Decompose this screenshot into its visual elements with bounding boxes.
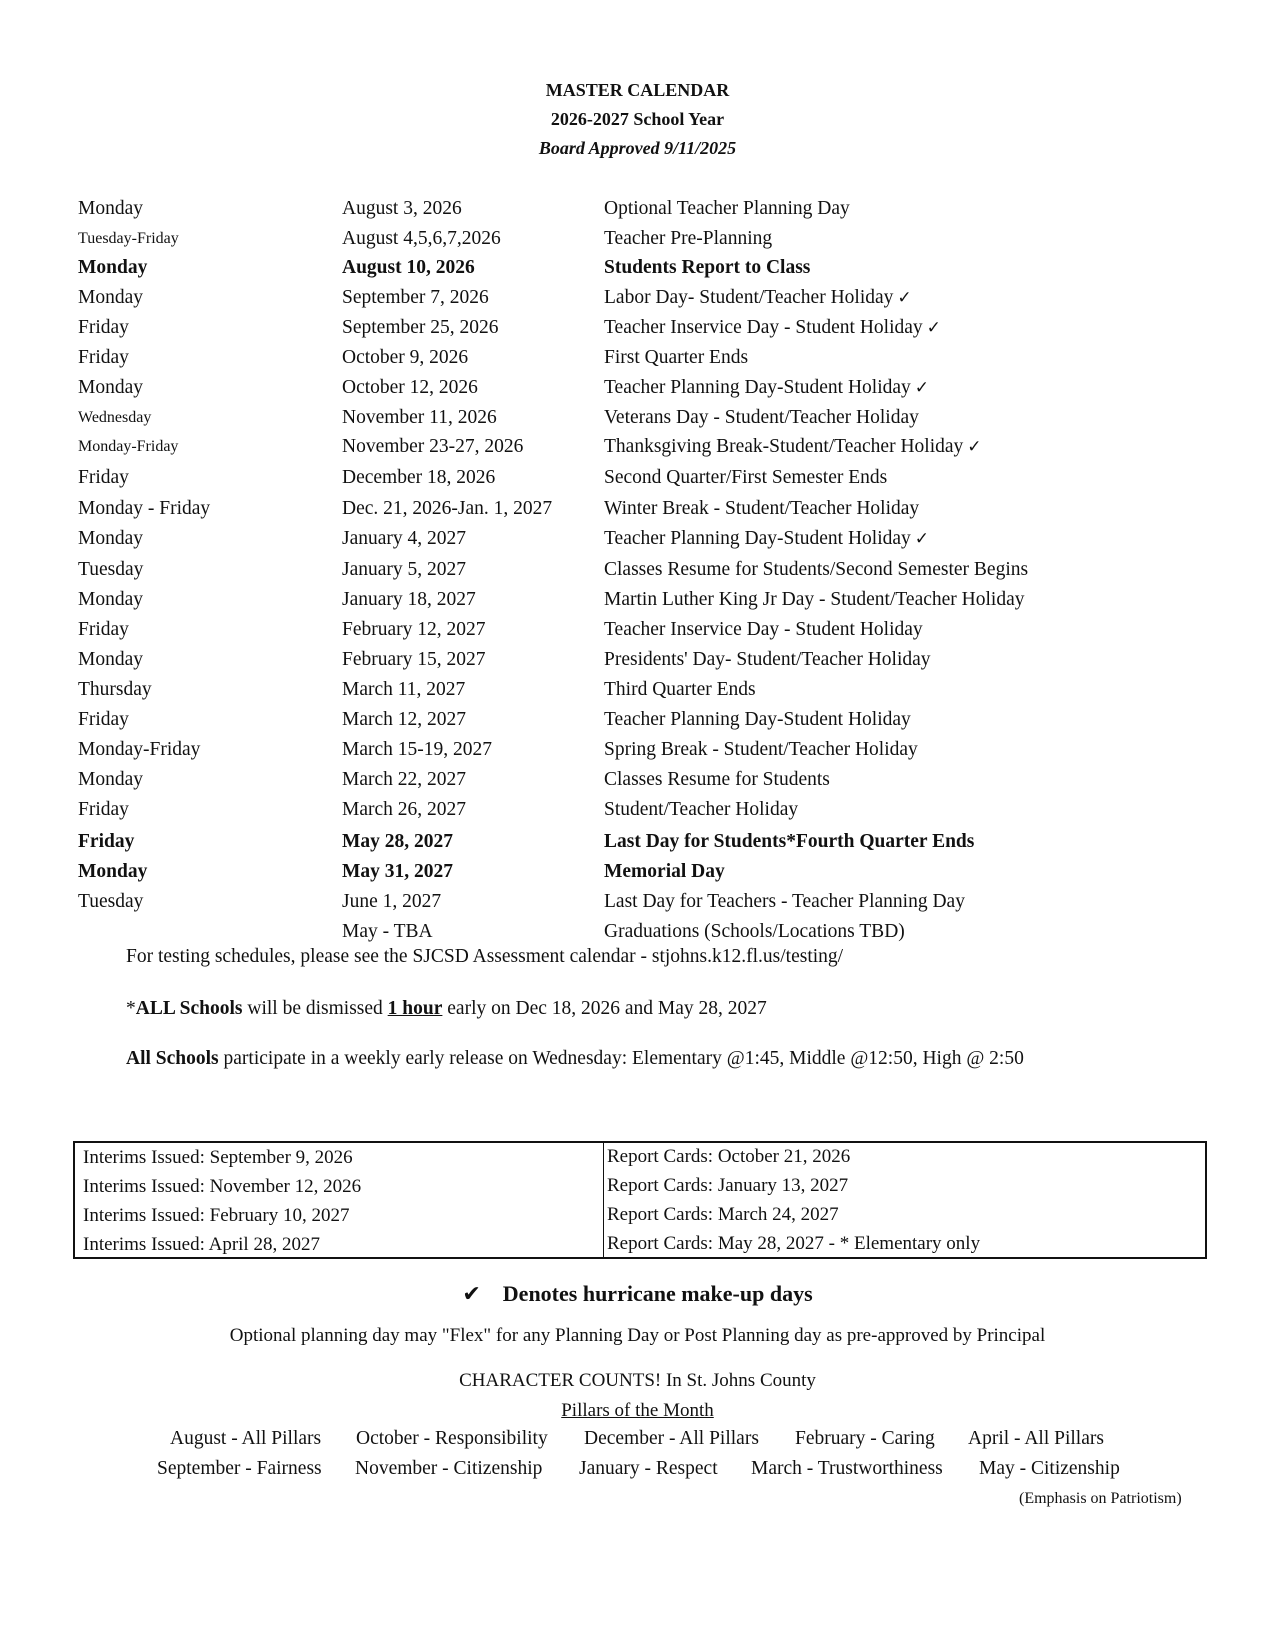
calendar-title: MASTER CALENDAR	[545, 80, 730, 100]
interims-report-cards-table	[73, 1141, 1207, 1259]
hurricane-legend	[0, 1281, 1275, 1307]
event-row	[0, 496, 1275, 522]
event-row	[0, 285, 1275, 311]
event-day: Monday-Friday	[78, 739, 201, 760]
event-date: November 11, 2026	[342, 407, 497, 428]
event-description-text: Second Quarter/First Semester Ends	[604, 467, 888, 488]
interim-row: Interims Issued: February 10, 2027	[83, 1205, 350, 1226]
event-description-text: Veterans Day - Student/Teacher Holiday	[604, 407, 919, 428]
report-card-row: Report Cards: May 28, 2027 - * Elementary only	[607, 1233, 981, 1254]
event-row	[0, 226, 1275, 252]
event-day: Monday	[78, 769, 143, 790]
checkmark-icon: ✓	[897, 288, 912, 308]
event-description-text: Presidents' Day- Student/Teacher Holiday	[604, 649, 931, 670]
event-day: Monday	[78, 649, 143, 670]
event-row	[0, 617, 1275, 643]
event-description	[604, 226, 772, 252]
event-row	[0, 315, 1275, 341]
character-counts: CHARACTER COUNTS! In St. Johns County	[459, 1370, 816, 1391]
event-row	[0, 196, 1275, 222]
event-day: Monday	[78, 257, 148, 278]
event-description-text: Third Quarter Ends	[604, 679, 756, 700]
early-release-note	[126, 1048, 1024, 1070]
event-date: December 18, 2026	[342, 467, 496, 488]
event-description-text: Teacher Planning Day-Student Holiday	[604, 377, 911, 398]
event-date: October 12, 2026	[342, 377, 478, 398]
pillar-august: August - All Pillars	[170, 1428, 322, 1449]
event-description	[604, 767, 830, 793]
event-description-text: Martin Luther King Jr Day - Student/Teacher Holiday	[604, 589, 1025, 610]
early-release-all-schools: All Schools	[126, 1048, 219, 1069]
event-row	[0, 526, 1275, 552]
dismissal-hour: 1 hour	[387, 998, 443, 1019]
checkmark-icon: ✔	[462, 1282, 481, 1307]
legend-text: Denotes hurricane make-up days	[502, 1281, 813, 1306]
pillar-november: November - Citizenship	[355, 1458, 543, 1479]
dismissal-all-schools: ALL Schools	[135, 998, 243, 1019]
event-row	[0, 434, 1275, 460]
event-description-text: Memorial Day	[604, 861, 725, 882]
event-description	[604, 677, 756, 703]
event-date: October 9, 2026	[342, 347, 469, 368]
testing-note: For testing schedules, please see the SJCSD Assessment calendar - stjohns.k12.fl.us/testing/	[126, 946, 844, 967]
event-date: May 28, 2027	[342, 831, 454, 852]
event-day: Friday	[78, 831, 135, 852]
event-day: Friday	[78, 347, 129, 368]
interim-row: Interims Issued: April 28, 2027	[83, 1234, 320, 1255]
event-day: Friday	[78, 799, 129, 820]
event-day: Monday	[78, 287, 143, 308]
event-day: Tuesday-Friday	[78, 230, 179, 247]
event-date: September 25, 2026	[342, 317, 499, 338]
event-description-text: Students Report to Class	[604, 257, 811, 278]
event-description-text: Teacher Planning Day-Student Holiday	[604, 528, 911, 549]
event-row	[0, 797, 1275, 823]
event-description	[604, 587, 1024, 613]
pillar-february: February - Caring	[795, 1428, 935, 1449]
checkmark-icon: ✓	[914, 378, 930, 398]
checkmark-icon: ✓	[967, 437, 982, 457]
event-description	[604, 285, 912, 311]
event-description-text: Graduations (Schools/Locations TBD)	[604, 921, 905, 942]
event-description-text: Teacher Inservice Day - Student Holiday	[604, 317, 923, 338]
pillars-heading: Pillars of the Month	[561, 1400, 714, 1421]
event-description-text: Classes Resume for Students	[604, 769, 830, 790]
pillar-october: October - Responsibility	[356, 1428, 548, 1449]
table-divider	[603, 1143, 604, 1257]
event-description	[604, 496, 919, 522]
event-date: May 31, 2027	[342, 861, 454, 882]
event-description	[604, 375, 929, 401]
event-row	[0, 647, 1275, 673]
board-approved-date: Board Approved 9/11/2025	[538, 138, 737, 158]
event-description-text: Teacher Pre-Planning	[604, 228, 773, 249]
event-description	[604, 829, 974, 855]
event-description	[604, 465, 887, 491]
event-row	[0, 677, 1275, 703]
event-day: Friday	[78, 619, 129, 640]
event-day: Monday - Friday	[78, 498, 211, 519]
event-date: March 12, 2027	[342, 709, 467, 730]
event-day: Wednesday	[78, 409, 152, 426]
event-day: Friday	[78, 467, 129, 488]
event-day: Monday	[78, 377, 143, 398]
pillar-september: September - Fairness	[157, 1458, 322, 1479]
event-row	[0, 405, 1275, 431]
event-description	[604, 919, 905, 945]
event-row	[0, 707, 1275, 733]
event-row	[0, 889, 1275, 915]
event-description	[604, 526, 929, 552]
report-card-row: Report Cards: January 13, 2027	[607, 1175, 849, 1196]
event-description	[604, 889, 965, 915]
event-date: January 18, 2027	[342, 589, 476, 610]
checkmark-icon: ✓	[926, 318, 941, 338]
event-description-text: First Quarter Ends	[604, 347, 749, 368]
emphasis-note: (Emphasis on Patriotism)	[1019, 1490, 1182, 1507]
event-description-text: Spring Break - Student/Teacher Holiday	[604, 739, 918, 760]
event-day: Monday	[78, 528, 143, 549]
event-row	[0, 345, 1275, 371]
event-row	[0, 587, 1275, 613]
event-day: Monday-Friday	[78, 438, 179, 455]
event-date: September 7, 2026	[342, 287, 489, 308]
event-row	[0, 859, 1275, 885]
event-date: February 12, 2027	[342, 619, 486, 640]
report-card-row: Report Cards: March 24, 2027	[607, 1204, 839, 1225]
event-date: January 5, 2027	[342, 559, 467, 580]
dismissal-suffix: early on Dec 18, 2026 and May 28, 2027	[442, 998, 767, 1019]
event-description	[604, 647, 931, 673]
event-row	[0, 375, 1275, 401]
event-description	[604, 557, 1028, 583]
dismissal-prefix: *	[126, 998, 136, 1019]
event-day: Tuesday	[78, 559, 144, 580]
event-date: November 23-27, 2026	[342, 436, 524, 457]
event-date: August 10, 2026	[342, 257, 475, 278]
event-row	[0, 919, 1275, 945]
event-description-text: Teacher Planning Day-Student Holiday	[604, 709, 911, 730]
interim-row: Interims Issued: September 9, 2026	[83, 1147, 353, 1168]
pillar-march: March - Trustworthiness	[751, 1458, 943, 1479]
event-day: Monday	[78, 198, 143, 219]
event-day: Thursday	[78, 679, 152, 700]
event-date: March 15-19, 2027	[342, 739, 493, 760]
event-description	[604, 345, 748, 371]
event-row	[0, 465, 1275, 491]
dismissal-mid: will be dismissed	[242, 998, 388, 1019]
event-description	[604, 315, 941, 341]
event-description-text: Teacher Inservice Day - Student Holiday	[604, 619, 923, 640]
event-day: Tuesday	[78, 891, 144, 912]
event-description-text: Winter Break - Student/Teacher Holiday	[604, 498, 920, 519]
event-row	[0, 255, 1275, 281]
event-date: March 26, 2027	[342, 799, 467, 820]
report-card-row: Report Cards: October 21, 2026	[607, 1146, 851, 1167]
event-description-text: Thanksgiving Break-Student/Teacher Holiday	[604, 436, 964, 457]
optional-planning-note: Optional planning day may "Flex" for any Planning Day or Post Planning day as pre-approved by Principal	[229, 1325, 1046, 1346]
event-date: February 15, 2027	[342, 649, 486, 670]
pillar-january: January - Respect	[579, 1458, 718, 1479]
event-description-text: Optional Teacher Planning Day	[604, 198, 850, 219]
event-description-text: Last Day for Students*Fourth Quarter Ends	[604, 831, 975, 852]
school-year: 2026-2027 School Year	[550, 109, 725, 129]
event-description-text: Student/Teacher Holiday	[604, 799, 799, 820]
event-row	[0, 557, 1275, 583]
event-description	[604, 405, 919, 431]
event-date: Dec. 21, 2026-Jan. 1, 2027	[342, 498, 553, 519]
event-description	[604, 797, 798, 823]
pillar-december: December - All Pillars	[584, 1428, 759, 1449]
event-date: August 3, 2026	[342, 198, 462, 219]
event-day: Friday	[78, 317, 129, 338]
event-row	[0, 767, 1275, 793]
early-release-text: participate in a weekly early release on Wednesday: Elementary @1:45, Middle @12:50, High @ 2:50	[218, 1048, 1024, 1069]
event-date: August 4,5,6,7,2026	[342, 228, 501, 249]
event-date: March 11, 2027	[342, 679, 466, 700]
event-day: Monday	[78, 589, 143, 610]
event-day: Monday	[78, 861, 148, 882]
event-description-text: Labor Day- Student/Teacher Holiday	[604, 287, 894, 308]
interim-row: Interims Issued: November 12, 2026	[83, 1176, 362, 1197]
event-description	[604, 434, 982, 460]
checkmark-icon: ✓	[914, 529, 930, 549]
event-description	[604, 196, 850, 222]
event-date: June 1, 2027	[342, 891, 442, 912]
event-description	[604, 737, 918, 763]
event-description-text: Classes Resume for Students/Second Semester Begins	[604, 559, 1029, 580]
event-date: March 22, 2027	[342, 769, 467, 790]
event-description	[604, 255, 810, 281]
pillar-april: April - All Pillars	[968, 1428, 1104, 1449]
dismissal-note	[126, 998, 767, 1020]
pillar-may: May - Citizenship	[979, 1458, 1120, 1479]
event-row	[0, 737, 1275, 763]
event-description	[604, 859, 725, 885]
event-description	[604, 617, 923, 643]
event-description	[604, 707, 911, 733]
event-day: Friday	[78, 709, 129, 730]
event-date: January 4, 2027	[342, 528, 467, 549]
event-row	[0, 829, 1275, 855]
event-description-text: Last Day for Teachers - Teacher Planning Day	[604, 891, 965, 912]
event-date: May - TBA	[342, 921, 433, 942]
